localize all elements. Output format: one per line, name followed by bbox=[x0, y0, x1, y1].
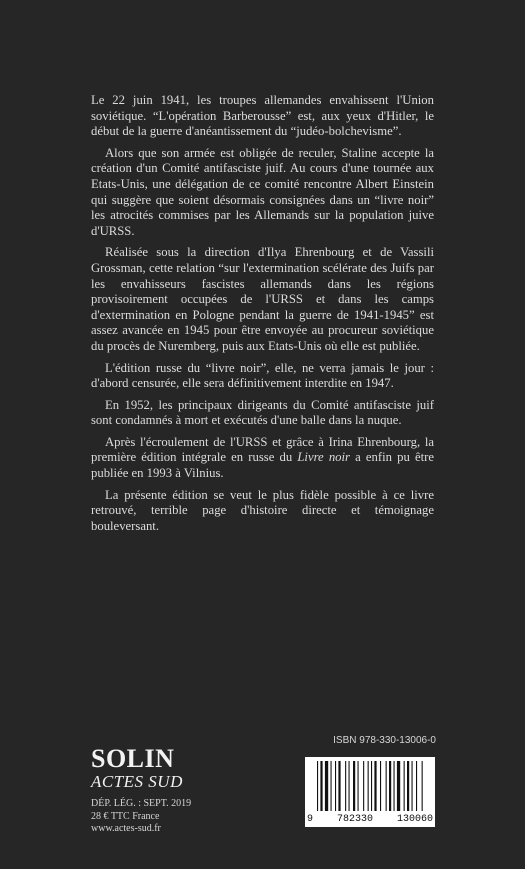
blurb-paragraph-1: Le 22 juin 1941, les troupes allemandes envahissent l'Union soviétique. “L'opération Barberousse” est, aux yeux d'Hitler, le début de la guerre d'anéantissement du “judéo-bolchevisme”. bbox=[91, 93, 434, 139]
blurb-paragraph-3: Réalisée sous la direction d'Ilya Ehrenbourg et de Vassili Grossman, cette relation “sur l'extermination scélérate des Juifs par les envahisseurs fascistes allemands dans les régions provisoirement occupées de l'URSS et dans les camps d'extermination en Pologne pendant la guerre de 1941-1945” est assez avancée en 1945 pour être envoyée au procureur soviétique du procès de Nuremberg, puis aux Etats-Unis où elle est publiée. bbox=[91, 245, 434, 353]
blurb-paragraph-5: En 1952, les principaux dirigeants du Comité antifasciste juif sont condamnés à mort et exécutés d'une balle dans la nuque. bbox=[91, 397, 434, 428]
barcode-bar-7 bbox=[349, 761, 350, 811]
barcode-bar-19 bbox=[404, 761, 405, 811]
barcode-bar-9 bbox=[358, 761, 359, 811]
publisher-block bbox=[91, 746, 221, 836]
barcode-bar-8 bbox=[353, 761, 355, 811]
isbn-label: ISBN 978-330-13006-0 bbox=[333, 735, 436, 746]
barcode-bar-11 bbox=[368, 761, 369, 811]
barcode-bar-1 bbox=[320, 761, 322, 811]
blurb-paragraph-4: L'édition russe du “livre noir”, elle, ne verra jamais le jour : d'abord censurée, elle sera définitivement interdite en 1947. bbox=[91, 360, 434, 391]
barcode-digit-prefix: 9 bbox=[307, 814, 314, 825]
barcode-bar-5 bbox=[338, 761, 340, 811]
barcode-bar-0 bbox=[317, 761, 318, 811]
barcode-bar-15 bbox=[386, 761, 387, 811]
barcode-digit-group-1: 782330 bbox=[336, 814, 373, 825]
barcode-bar-18 bbox=[397, 761, 400, 811]
barcode-bar-21 bbox=[412, 761, 413, 811]
price: 28 € TTC France bbox=[91, 810, 160, 822]
barcode-bar-3 bbox=[331, 761, 332, 811]
barcode-bar-16 bbox=[389, 761, 391, 811]
publisher-logo-solin: SOLIN bbox=[91, 744, 175, 773]
publisher-logo-actes-sud: ACTES SUD bbox=[91, 772, 183, 791]
back-cover-blurb bbox=[91, 93, 434, 540]
barcode-bar-23 bbox=[422, 761, 423, 811]
barcode-bar-13 bbox=[374, 761, 376, 811]
barcode-bar-22 bbox=[416, 761, 417, 811]
barcode bbox=[305, 757, 435, 827]
blurb-paragraph-2: Alors que son armée est obligée de reculer, Staline accepte la création d'un Comité antifasciste juif. Au cours d'une tournée aux Etats-Unis, une délégation de ce comité rencontre Albert Einstein qui suggère que soient désormais consignées dans un “livre noir” les atrocités commises par les Allemands sur la population juive d'URSS. bbox=[91, 145, 434, 238]
barcode-bar-2 bbox=[325, 761, 328, 811]
blurb-paragraph-6: Après l'écroulement de l'URSS et grâce à Irina Ehrenbourg, la première édition intégrale en russe du Livre noir a enfin pu être publiée en 1993 à Vilnius. bbox=[91, 434, 434, 481]
barcode-bar-4 bbox=[335, 761, 336, 811]
barcode-bar-14 bbox=[380, 761, 381, 811]
legal-deposit: DÉP. LÉG. : SEPT. 2019 bbox=[91, 798, 192, 809]
barcode-bar-17 bbox=[394, 761, 395, 811]
publisher-meta bbox=[91, 798, 221, 836]
website-link[interactable]: www.actes-sud.fr bbox=[91, 823, 161, 834]
barcode-bars-icon bbox=[305, 757, 435, 815]
barcode-bar-10 bbox=[363, 761, 364, 811]
blurb-paragraph-7: La présente édition se veut le plus fidèle possible à ce livre retrouvé, terrible page d'histoire directe et témoignage bouleversant. bbox=[91, 487, 434, 533]
barcode-digits bbox=[305, 814, 435, 825]
barcode-bar-20 bbox=[407, 761, 409, 811]
barcode-digit-group-2: 130060 bbox=[396, 814, 433, 825]
barcode-bar-6 bbox=[345, 761, 346, 811]
barcode-bar-12 bbox=[371, 761, 372, 811]
